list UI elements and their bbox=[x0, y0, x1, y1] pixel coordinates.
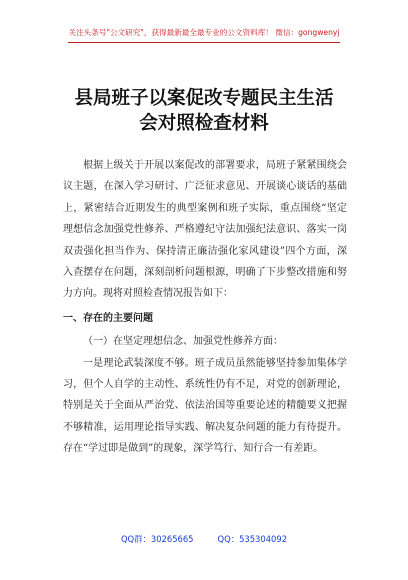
header-notice: 关注头条号"公文研究"，获得最新最全最专业的公文资料库！ 微信：gongwenyj bbox=[68, 28, 340, 37]
footer-qq-group: QQ群：30265665 bbox=[120, 534, 194, 544]
document-title: 县局班子以案促改专题民主生活会对照检查材料 bbox=[74, 88, 334, 134]
section-heading: 一、存在的主要问题 bbox=[63, 312, 153, 324]
page-header bbox=[0, 0, 408, 39]
footer-qq: QQ：535304092 bbox=[217, 534, 288, 544]
body-paragraph: 一是理论武装深度不够。班子成员虽然能够坚持参加集体学习，但个人自学的主动性、系统性仍有不足，对党的创新理论，特别是关于全面从严治党、依法治国等重要论述的精髓要义把握不够精准，运用理论指导实践、解决复杂问题的能力有待提升。存在“学过即是做到”的现象，深学笃行、知行合一有差距。 bbox=[63, 357, 347, 455]
subsection-heading: （一）在坚定理想信念、加强党性修养方面： bbox=[83, 336, 283, 348]
header-divider bbox=[68, 42, 340, 43]
page-footer bbox=[0, 533, 408, 545]
document-body bbox=[63, 155, 347, 460]
intro-paragraph: 根据上级关于开展以案促改的部署要求，局班子紧紧围绕会议主题，在深入学习研讨、广泛征求意见、开展谈心谈话的基础上，紧密结合近期发生的典型案例和班子实际，重点围绕“坚定理想信念加强党性修养、严格遵纪守法加强纪法意识、落实一岗双责强化担当作为、保持清正廉洁强化家风建设”四个方面，深入查摆存在问题，深刻剖析问题根源，明确了下步整改措施和努力方向。现将对照检查情况报告如下： bbox=[63, 160, 347, 300]
